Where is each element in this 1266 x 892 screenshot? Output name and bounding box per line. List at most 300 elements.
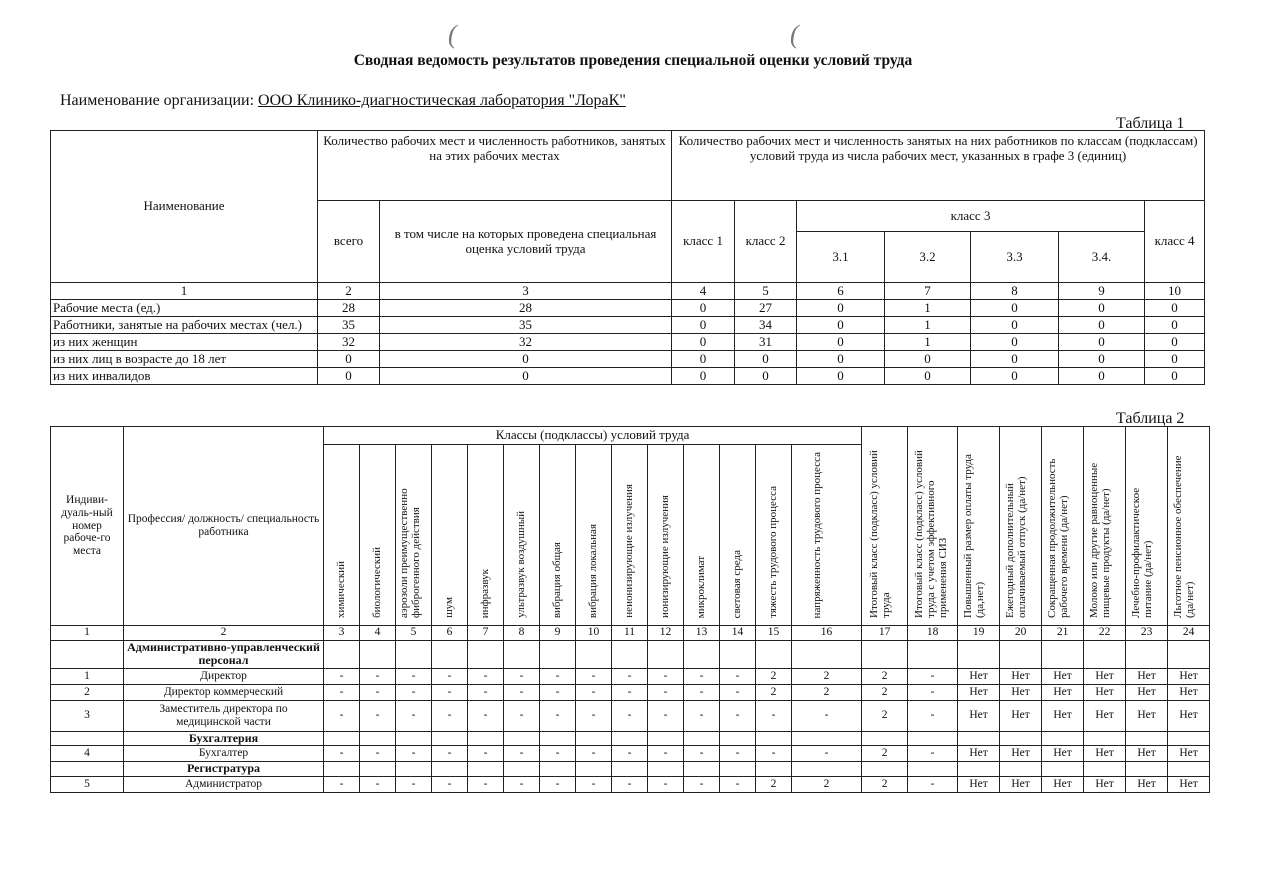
empty-cell xyxy=(540,731,576,745)
empty-cell xyxy=(504,640,540,668)
t1-cell: 0 xyxy=(1145,300,1205,317)
t2-benefit-cell: Нет xyxy=(1000,668,1042,684)
t2-header-shorter xyxy=(1042,427,1084,626)
empty-cell xyxy=(612,640,648,668)
t2-benefit-cell: Нет xyxy=(1042,684,1084,700)
empty-cell xyxy=(1000,731,1042,745)
t2-factor-cell: - xyxy=(324,668,360,684)
empty-cell xyxy=(504,731,540,745)
table-row xyxy=(51,668,1210,684)
t2-factor-cell: - xyxy=(360,776,396,792)
empty-cell xyxy=(324,640,360,668)
t2-row-id: 4 xyxy=(51,746,124,762)
t2-benefit-cell: Нет xyxy=(1126,746,1168,762)
t2-factor-cell: - xyxy=(432,684,468,700)
t2-factor-cell: 2 xyxy=(756,776,792,792)
t2-benefit-cell: Нет xyxy=(1042,776,1084,792)
t2-final-cell: 2 xyxy=(862,668,908,684)
t2-row-id: 5 xyxy=(51,776,124,792)
empty-cell xyxy=(958,762,1000,776)
t1-colnum: 9 xyxy=(1059,283,1145,300)
t2-factor-cell: - xyxy=(576,684,612,700)
t2-benefit-cell: Нет xyxy=(1084,700,1126,731)
t2-factor-cell: - xyxy=(360,700,396,731)
t1-row-name: Работники, занятые на рабочих местах (чел.) xyxy=(51,317,318,334)
t1-header-class4: класс 4 xyxy=(1145,201,1205,283)
t2-colnum: 20 xyxy=(1000,625,1042,640)
table-row xyxy=(51,351,1205,368)
t2-factor-cell: - xyxy=(684,746,720,762)
t2-factor-cell: - xyxy=(720,668,756,684)
t1-header-total: всего xyxy=(318,201,380,283)
section-title: Административно-управленческий персонал xyxy=(124,640,324,668)
empty-cell xyxy=(576,640,612,668)
empty-cell xyxy=(792,640,862,668)
t2-benefit-cell: Нет xyxy=(1042,700,1084,731)
empty-cell xyxy=(1042,762,1084,776)
table-row xyxy=(51,684,1210,700)
t2-factor-header xyxy=(432,445,468,626)
t2-header-pension xyxy=(1168,427,1210,626)
t2-factor-cell: - xyxy=(468,700,504,731)
empty-cell xyxy=(756,731,792,745)
t2-colnum: 23 xyxy=(1126,625,1168,640)
t1-cell: 35 xyxy=(380,317,672,334)
t1-cell: 32 xyxy=(318,334,380,351)
empty-cell xyxy=(720,640,756,668)
t2-benefit-cell: Нет xyxy=(1084,668,1126,684)
empty-cell xyxy=(576,731,612,745)
t2-benefit-cell: Нет xyxy=(1168,668,1210,684)
table-row xyxy=(51,334,1205,351)
t2-factor-cell: - xyxy=(756,700,792,731)
empty-cell xyxy=(958,640,1000,668)
t2-benefit-cell: Нет xyxy=(1000,776,1042,792)
t1-row-name: из них женщин xyxy=(51,334,318,351)
t1-header-group2: Количество рабочих мест и численность занятых на них работников по классам (подклассам) условий труда из числа рабочих мест, указанных в графе 3 (единиц) xyxy=(672,131,1205,201)
t2-colnum: 16 xyxy=(792,625,862,640)
t1-colnum: 7 xyxy=(885,283,971,300)
t2-factor-cell: - xyxy=(324,746,360,762)
t2-factor-cell: - xyxy=(432,700,468,731)
t1-cell: 32 xyxy=(380,334,672,351)
t2-colnum: 24 xyxy=(1168,625,1210,640)
t2-factor-cell: - xyxy=(612,746,648,762)
t2-header-final-label: Итоговый класс (подкласс) условий труда xyxy=(867,450,892,618)
t2-colnum: 17 xyxy=(862,625,908,640)
t1-header-34: 3.4. xyxy=(1059,232,1145,283)
empty-cell xyxy=(1000,640,1042,668)
t2-benefit-cell: Нет xyxy=(1084,746,1126,762)
document-title: Сводная ведомость результатов проведения специальной оценки условий труда xyxy=(353,52,913,69)
t1-header-name: Наименование xyxy=(51,131,318,283)
t1-cell: 0 xyxy=(318,351,380,368)
t2-factor-cell: - xyxy=(504,776,540,792)
t1-colnum: 2 xyxy=(318,283,380,300)
t2-factor-cell: - xyxy=(468,668,504,684)
t2-benefit-cell: Нет xyxy=(958,700,1000,731)
t2-factor-cell: - xyxy=(396,700,432,731)
t1-cell: 0 xyxy=(797,351,885,368)
t2-factor-cell: - xyxy=(360,684,396,700)
t2-factor-label: биологический xyxy=(371,547,384,618)
t1-colnum: 3 xyxy=(380,283,672,300)
t2-factor-cell: - xyxy=(540,700,576,731)
t2-factor-label: химический xyxy=(335,561,348,618)
empty-cell xyxy=(720,731,756,745)
t2-colnum: 18 xyxy=(908,625,958,640)
table-row xyxy=(51,300,1205,317)
t2-colnum: 3 xyxy=(324,625,360,640)
t2-factor-cell: - xyxy=(432,746,468,762)
t2-factor-cell: - xyxy=(396,668,432,684)
scan-mark-left: ( xyxy=(448,20,457,49)
t1-header-class1: класс 1 xyxy=(672,201,735,283)
t1-cell: 0 xyxy=(797,300,885,317)
t2-factor-label: тяжесть трудового процесса xyxy=(767,486,780,618)
t2-colnum: 14 xyxy=(720,625,756,640)
empty-cell xyxy=(540,640,576,668)
t2-colnum: 9 xyxy=(540,625,576,640)
t2-benefit-cell: Нет xyxy=(958,684,1000,700)
empty-cell xyxy=(862,762,908,776)
t2-factor-cell: - xyxy=(324,776,360,792)
t2-row-name: Директор коммерческий xyxy=(124,684,324,700)
empty-cell xyxy=(908,640,958,668)
empty-cell xyxy=(720,762,756,776)
t2-column-numbers xyxy=(51,625,1210,640)
t1-header-33: 3.3 xyxy=(971,232,1059,283)
section-spacer xyxy=(51,731,124,745)
t2-factor-header xyxy=(612,445,648,626)
t2-factor-label: микроклимат xyxy=(695,555,708,618)
empty-cell xyxy=(958,731,1000,745)
organization-line xyxy=(60,92,626,110)
t1-header-class2: класс 2 xyxy=(735,201,797,283)
t2-factor-cell: - xyxy=(324,684,360,700)
empty-cell xyxy=(1126,640,1168,668)
t2-header-final-siz-label: Итоговый класс (подкласс) условий труда с учетом эффективного применения СИЗ xyxy=(912,450,949,618)
t1-cell: 0 xyxy=(1145,351,1205,368)
t2-factor-cell: - xyxy=(684,776,720,792)
t2-factor-cell: - xyxy=(432,668,468,684)
t1-cell: 1 xyxy=(885,317,971,334)
empty-cell xyxy=(684,762,720,776)
t2-factor-label: световая среда xyxy=(731,549,744,618)
t2-factor-header xyxy=(504,445,540,626)
t2-benefit-cell: Нет xyxy=(1084,684,1126,700)
t2-colnum: 15 xyxy=(756,625,792,640)
table-row xyxy=(51,776,1210,792)
t1-cell: 0 xyxy=(1145,334,1205,351)
t2-factor-label: напряженность трудового процесса xyxy=(810,451,823,618)
t2-siz-cell: - xyxy=(908,700,958,731)
t2-factor-cell: - xyxy=(684,700,720,731)
t2-factor-header xyxy=(792,445,862,626)
t2-factor-cell: - xyxy=(468,684,504,700)
section-title: Регистратура xyxy=(124,762,324,776)
table-row xyxy=(51,317,1205,334)
t2-factor-cell: - xyxy=(504,684,540,700)
table-row xyxy=(51,368,1205,385)
t2-header-shorter-label: Сокращенная продолжительность рабочего времени (да/нет) xyxy=(1045,458,1070,618)
t2-colnum: 7 xyxy=(468,625,504,640)
empty-cell xyxy=(908,762,958,776)
scan-mark-right: ( xyxy=(790,20,799,49)
t2-factor-label: неионизирующие излучения xyxy=(623,484,636,618)
t2-factor-cell: - xyxy=(612,684,648,700)
t1-cell: 1 xyxy=(885,300,971,317)
t2-row-name: Заместитель директора по медицинской части xyxy=(124,700,324,731)
t1-cell: 0 xyxy=(971,317,1059,334)
empty-cell xyxy=(756,640,792,668)
t1-cell: 0 xyxy=(797,368,885,385)
t2-factor-cell: 2 xyxy=(756,684,792,700)
t2-factor-cell: - xyxy=(504,668,540,684)
t1-colnum: 5 xyxy=(735,283,797,300)
t2-factor-header xyxy=(540,445,576,626)
empty-cell xyxy=(648,731,684,745)
empty-cell xyxy=(468,731,504,745)
t1-colnum: 10 xyxy=(1145,283,1205,300)
t1-cell: 0 xyxy=(380,368,672,385)
t2-factor-cell: - xyxy=(540,746,576,762)
t2-factor-header xyxy=(756,445,792,626)
t2-benefit-cell: Нет xyxy=(958,746,1000,762)
empty-cell xyxy=(1168,762,1210,776)
t1-cell: 0 xyxy=(971,351,1059,368)
t1-cell: 0 xyxy=(1059,334,1145,351)
t1-cell: 28 xyxy=(318,300,380,317)
t2-final-cell: 2 xyxy=(862,746,908,762)
t2-header-pay xyxy=(958,427,1000,626)
t2-header-id: Индиви-дуаль-ный номер рабоче-го места xyxy=(51,427,124,626)
table-row xyxy=(51,700,1210,731)
empty-cell xyxy=(1084,640,1126,668)
empty-cell xyxy=(432,731,468,745)
empty-cell xyxy=(792,731,862,745)
t2-factor-cell: - xyxy=(360,746,396,762)
t2-benefit-cell: Нет xyxy=(1168,684,1210,700)
t1-cell: 0 xyxy=(885,368,971,385)
t2-factor-header xyxy=(324,445,360,626)
t2-factor-cell: - xyxy=(396,684,432,700)
t2-factor-cell: - xyxy=(540,684,576,700)
t2-benefit-cell: Нет xyxy=(1126,684,1168,700)
t2-factor-cell: - xyxy=(432,776,468,792)
empty-cell xyxy=(862,640,908,668)
t1-cell: 0 xyxy=(885,351,971,368)
t2-benefit-cell: Нет xyxy=(1168,776,1210,792)
t1-cell: 0 xyxy=(1059,300,1145,317)
empty-cell xyxy=(1084,762,1126,776)
t2-factor-label: инфразвук xyxy=(479,568,492,618)
empty-cell xyxy=(396,640,432,668)
t1-cell: 31 xyxy=(735,334,797,351)
t2-factor-cell: 2 xyxy=(756,668,792,684)
t2-factor-label: вибрация общая xyxy=(551,541,564,618)
t2-colnum: 2 xyxy=(124,625,324,640)
empty-cell xyxy=(504,762,540,776)
t1-cell: 0 xyxy=(971,334,1059,351)
t2-header-milk-label: Молоко или другие равноценные пищевые продукты (да/нет) xyxy=(1087,462,1112,618)
t2-header-profession: Профессия/ должность/ специальность работника xyxy=(124,427,324,626)
t2-row-id: 3 xyxy=(51,700,124,731)
section-row xyxy=(51,731,1210,745)
t1-cell: 0 xyxy=(971,300,1059,317)
empty-cell xyxy=(1000,762,1042,776)
table-row xyxy=(51,746,1210,762)
empty-cell xyxy=(360,640,396,668)
t2-header-food xyxy=(1126,427,1168,626)
t1-cell: 0 xyxy=(1059,317,1145,334)
t1-header-32: 3.2 xyxy=(885,232,971,283)
t1-cell: 0 xyxy=(735,351,797,368)
t1-cell: 27 xyxy=(735,300,797,317)
t2-header-milk xyxy=(1084,427,1126,626)
t1-colnum: 1 xyxy=(51,283,318,300)
t2-factor-cell: - xyxy=(576,668,612,684)
t2-benefit-cell: Нет xyxy=(1084,776,1126,792)
t2-factor-label: аэрозоли преимущественно фиброгенного действия xyxy=(397,488,422,618)
t1-header-incl: в том числе на которых проведена специальная оценка условий труда xyxy=(380,201,672,283)
t2-factor-label: ультразвук воздушный xyxy=(515,511,528,618)
t2-factor-cell: - xyxy=(648,746,684,762)
t1-header-31: 3.1 xyxy=(797,232,885,283)
t2-factor-cell: - xyxy=(792,700,862,731)
t2-factor-cell: - xyxy=(576,776,612,792)
t2-colnum: 21 xyxy=(1042,625,1084,640)
empty-cell xyxy=(1168,640,1210,668)
t2-factor-header xyxy=(396,445,432,626)
t2-colnum: 10 xyxy=(576,625,612,640)
t2-benefit-cell: Нет xyxy=(1000,700,1042,731)
table1 xyxy=(50,130,1205,385)
empty-cell xyxy=(396,762,432,776)
empty-cell xyxy=(684,731,720,745)
t1-cell: 0 xyxy=(380,351,672,368)
t1-header-group1: Количество рабочих мест и численность работников, занятых на этих рабочих местах xyxy=(318,131,672,201)
t2-factor-cell: - xyxy=(468,746,504,762)
t2-siz-cell: - xyxy=(908,776,958,792)
t2-benefit-cell: Нет xyxy=(1000,684,1042,700)
t2-factor-cell: - xyxy=(396,776,432,792)
section-spacer xyxy=(51,762,124,776)
t2-colnum: 13 xyxy=(684,625,720,640)
t2-factor-cell: - xyxy=(468,776,504,792)
empty-cell xyxy=(908,731,958,745)
t2-factor-cell: - xyxy=(576,700,612,731)
t2-benefit-cell: Нет xyxy=(1000,746,1042,762)
t2-benefit-cell: Нет xyxy=(1126,776,1168,792)
empty-cell xyxy=(612,731,648,745)
empty-cell xyxy=(612,762,648,776)
table1-caption: Таблица 1 xyxy=(1116,115,1185,132)
t2-factor-label: шум xyxy=(443,597,456,618)
t2-factor-cell: - xyxy=(324,700,360,731)
t2-final-cell: 2 xyxy=(862,776,908,792)
t2-factor-cell: - xyxy=(684,668,720,684)
t2-factor-cell: - xyxy=(756,746,792,762)
t2-benefit-cell: Нет xyxy=(1168,746,1210,762)
t1-row-name: из них лиц в возрасте до 18 лет xyxy=(51,351,318,368)
t1-cell: 0 xyxy=(797,317,885,334)
t2-factor-header xyxy=(684,445,720,626)
organization-name: ООО Клинико-диагностическая лаборатория "ЛораК" xyxy=(258,92,626,109)
empty-cell xyxy=(468,762,504,776)
t2-factor-cell: - xyxy=(540,776,576,792)
t2-header-final-siz xyxy=(908,427,958,626)
t1-colnum: 8 xyxy=(971,283,1059,300)
t1-cell: 28 xyxy=(380,300,672,317)
t1-cell: 0 xyxy=(318,368,380,385)
t2-factor-cell: - xyxy=(648,776,684,792)
empty-cell xyxy=(1042,640,1084,668)
t2-factor-header xyxy=(360,445,396,626)
empty-cell xyxy=(360,762,396,776)
t1-cell: 0 xyxy=(1145,368,1205,385)
empty-cell xyxy=(648,762,684,776)
t2-factor-cell: 2 xyxy=(792,684,862,700)
t2-row-name: Администратор xyxy=(124,776,324,792)
t1-column-numbers xyxy=(51,283,1205,300)
t2-colnum: 19 xyxy=(958,625,1000,640)
t2-factor-cell: - xyxy=(504,700,540,731)
t2-row-name: Бухгалтер xyxy=(124,746,324,762)
t2-factor-cell: - xyxy=(576,746,612,762)
t1-cell: 0 xyxy=(672,334,735,351)
t1-cell: 0 xyxy=(971,368,1059,385)
t2-factor-cell: - xyxy=(648,668,684,684)
t2-factor-cell: 2 xyxy=(792,776,862,792)
t2-factor-label: ионизирующие излучения xyxy=(659,495,672,618)
table2 xyxy=(50,426,1210,793)
t2-benefit-cell: Нет xyxy=(1042,668,1084,684)
t2-factor-cell: - xyxy=(720,746,756,762)
t2-benefit-cell: Нет xyxy=(1126,700,1168,731)
t2-factor-label: вибрация локальная xyxy=(587,523,600,618)
t2-factor-header xyxy=(576,445,612,626)
empty-cell xyxy=(324,762,360,776)
t2-benefit-cell: Нет xyxy=(958,776,1000,792)
empty-cell xyxy=(432,640,468,668)
t1-cell: 0 xyxy=(735,368,797,385)
t2-colnum: 8 xyxy=(504,625,540,640)
t1-cell: 34 xyxy=(735,317,797,334)
empty-cell xyxy=(576,762,612,776)
t2-row-id: 1 xyxy=(51,668,124,684)
empty-cell xyxy=(540,762,576,776)
t2-factor-cell: - xyxy=(360,668,396,684)
t2-factor-cell: - xyxy=(612,700,648,731)
t1-cell: 0 xyxy=(672,317,735,334)
empty-cell xyxy=(468,640,504,668)
t2-factor-cell: - xyxy=(396,746,432,762)
t2-colnum: 12 xyxy=(648,625,684,640)
t2-factor-cell: - xyxy=(648,700,684,731)
t2-header-food-label: Лечебно-профилактическое питание (да/нет) xyxy=(1129,487,1154,618)
empty-cell xyxy=(1042,731,1084,745)
t2-header-pension-label: Льготное пенсионное обеспечение (да/нет) xyxy=(1171,455,1196,618)
t2-benefit-cell: Нет xyxy=(1168,700,1210,731)
t2-factor-cell: - xyxy=(504,746,540,762)
empty-cell xyxy=(1084,731,1126,745)
t1-cell: 0 xyxy=(672,351,735,368)
empty-cell xyxy=(1126,762,1168,776)
t1-cell: 0 xyxy=(1145,317,1205,334)
t2-benefit-cell: Нет xyxy=(958,668,1000,684)
t1-cell: 0 xyxy=(672,300,735,317)
